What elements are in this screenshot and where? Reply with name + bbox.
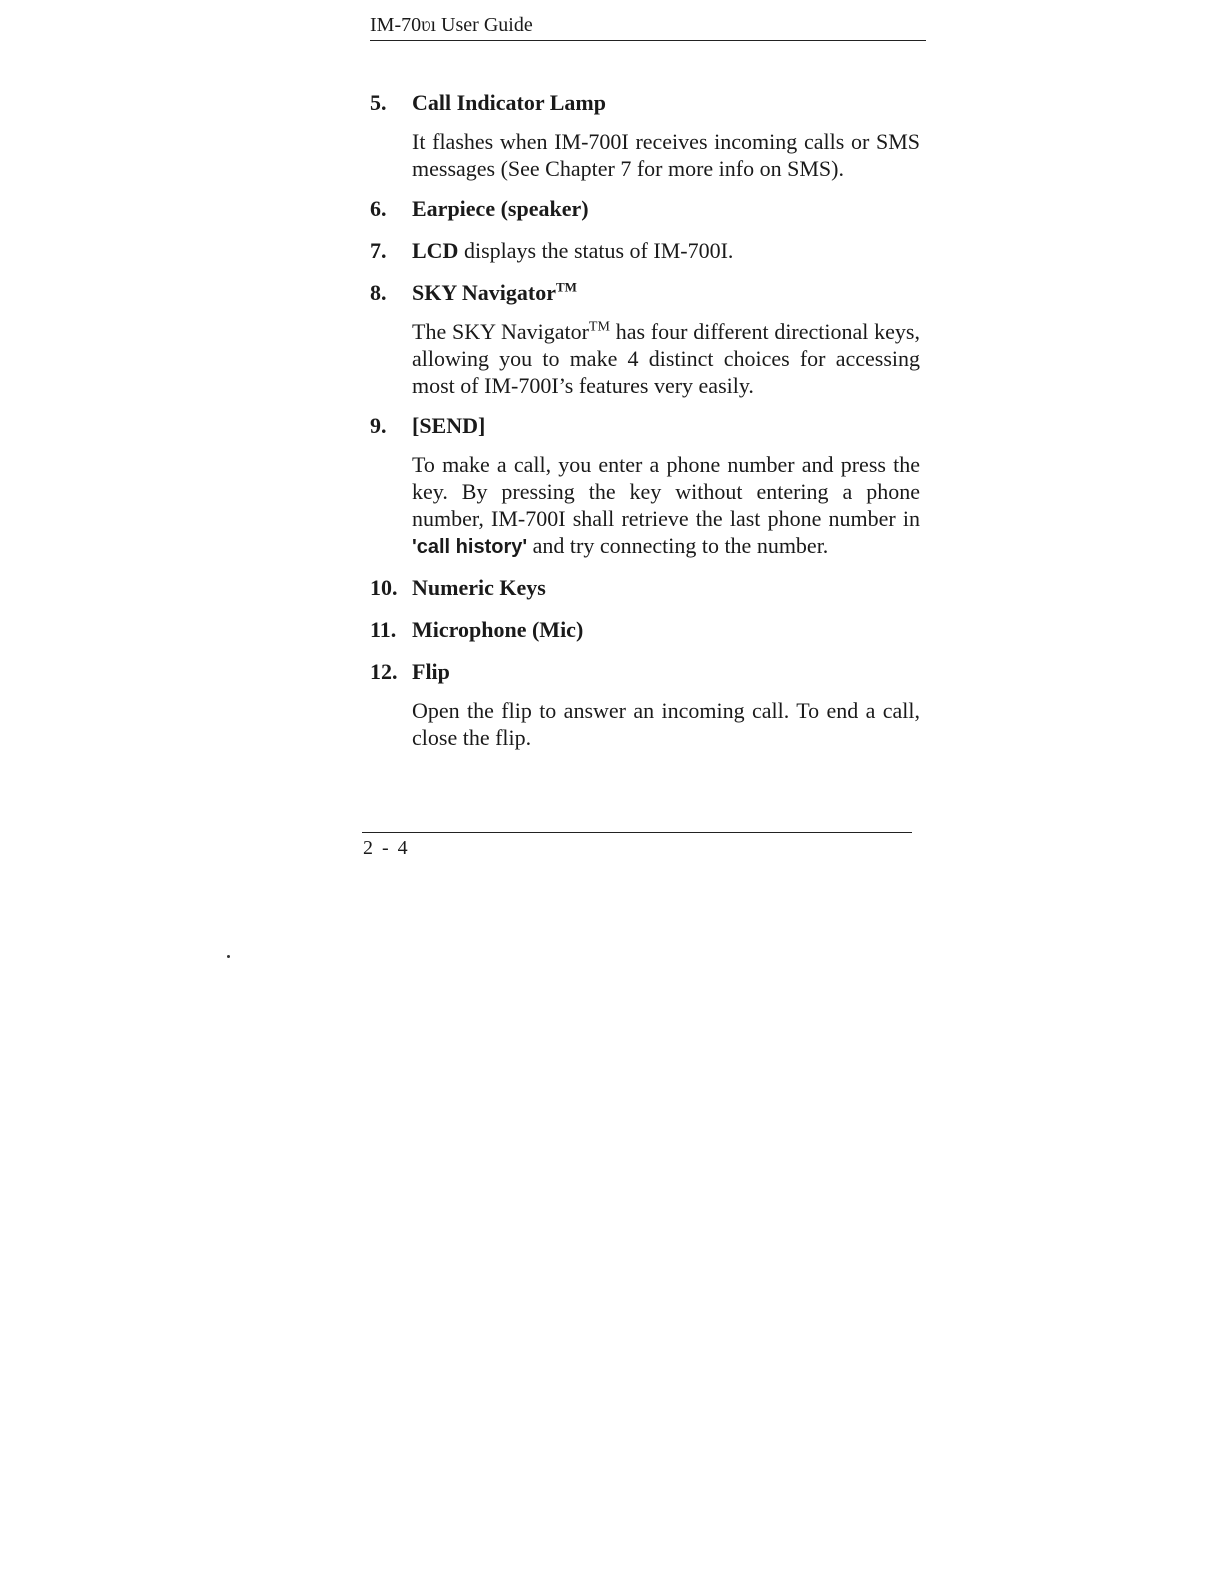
description-part: has four different directional keys, allowing you to make 4 distinct choices for accessing most of IM-700I’s features very easily. bbox=[412, 319, 920, 398]
description-part: and try connecting to the number. bbox=[527, 533, 829, 558]
item-number: 11. bbox=[370, 617, 397, 642]
item-title-text: SKY Navigator bbox=[412, 280, 557, 305]
item-title: Numeric Keys bbox=[412, 575, 546, 600]
item-title: Call Indicator Lamp bbox=[412, 90, 606, 115]
item-number: 8. bbox=[370, 280, 387, 305]
page-header bbox=[370, 12, 926, 41]
item-number: 10. bbox=[370, 575, 398, 600]
feature-list bbox=[370, 88, 920, 763]
description-emphasis: 'call history' bbox=[412, 536, 528, 558]
item-number: 6. bbox=[370, 196, 387, 221]
item-title: Earpiece (speaker) bbox=[412, 196, 589, 221]
footer-divider bbox=[362, 832, 912, 833]
trademark-mark: TM bbox=[556, 279, 577, 295]
list-item bbox=[370, 88, 920, 182]
list-item bbox=[370, 278, 920, 399]
page-number: 2 - 4 bbox=[363, 837, 410, 859]
scan-speck bbox=[227, 955, 230, 958]
item-title-rest: displays the status of IM-700I. bbox=[458, 238, 734, 263]
description-part: The SKY Navigator bbox=[412, 319, 589, 344]
item-number: 7. bbox=[370, 238, 387, 263]
item-title bbox=[412, 278, 577, 308]
item-description bbox=[412, 451, 920, 561]
list-item bbox=[370, 573, 920, 603]
list-item bbox=[370, 411, 920, 561]
item-title-bold: LCD bbox=[412, 238, 459, 263]
list-item bbox=[370, 194, 920, 224]
item-title: [SEND] bbox=[412, 413, 486, 438]
item-description: Open the flip to answer an incoming call. To end a call, close the flip. bbox=[412, 698, 920, 750]
item-number: 12. bbox=[370, 659, 398, 684]
list-item bbox=[370, 615, 920, 645]
item-title: Flip bbox=[412, 659, 450, 684]
item-title bbox=[412, 236, 733, 266]
list-item bbox=[370, 657, 920, 751]
item-description bbox=[412, 318, 920, 399]
trademark-mark: TM bbox=[588, 319, 610, 335]
description-part: To make a call, you enter a phone number and press the key. By pressing the key without entering a phone number, IM-700I shall retrieve the last phone number in bbox=[412, 452, 920, 531]
header-title: IM-70ʋı User Guide bbox=[370, 14, 533, 36]
item-description: It flashes when IM-700I receives incoming calls or SMS messages (See Chapter 7 for more info on SMS). bbox=[412, 129, 920, 181]
item-number: 9. bbox=[370, 413, 387, 438]
item-title: Microphone (Mic) bbox=[412, 617, 584, 642]
list-item bbox=[370, 236, 920, 266]
item-number: 5. bbox=[370, 90, 387, 115]
